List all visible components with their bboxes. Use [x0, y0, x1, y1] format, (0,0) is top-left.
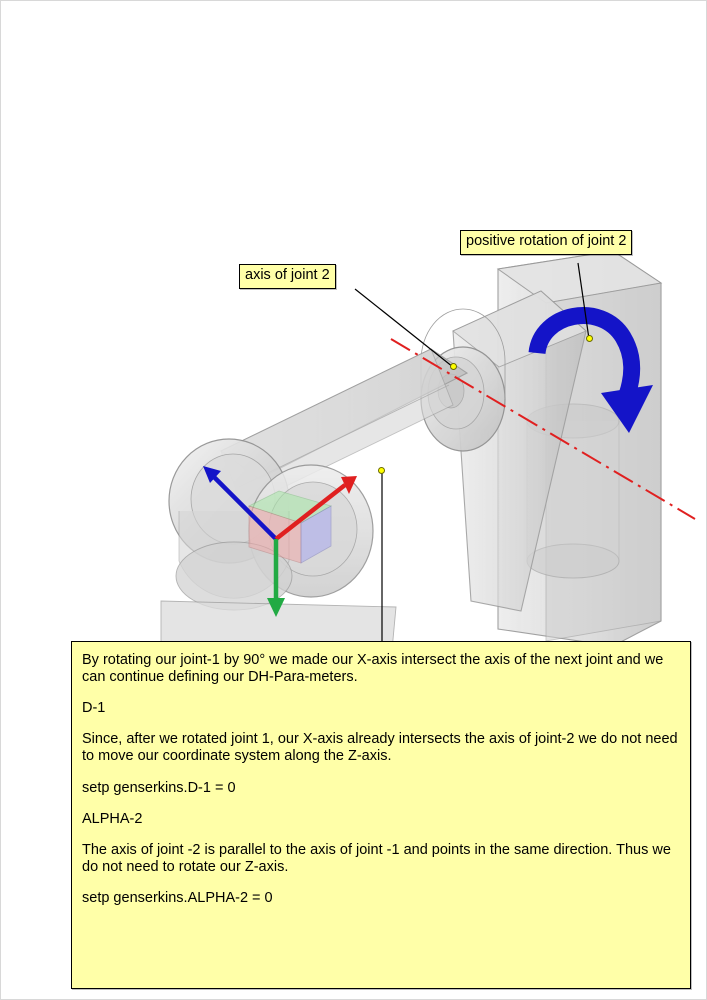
note-paragraph-d1: Since, after we rotated joint 1, our X-axis already intersects the axis of joint-2 we do not need to move our coordinate system along the Z-axis.: [82, 731, 678, 765]
explanation-note-box: [71, 641, 691, 989]
robot-illustration: [1, 1, 707, 701]
note-code-d1: setp genserkins.D-1 = 0: [82, 779, 236, 796]
note-paragraph-alpha2: The axis of joint -2 is parallel to the axis of joint -1 and points in the same direction. Thus we do not need to rotate our Z-axis.: [82, 841, 671, 875]
joint2-axis-marker-dot: [450, 363, 457, 370]
note-paragraph-intro: By rotating our joint-1 by 90° we made our X-axis intersect the axis of the next joint and we can continue defining our DH-Para-meters.: [82, 652, 664, 686]
note-code-alpha2: setp genserkins.ALPHA-2 = 0: [82, 889, 273, 906]
callout-positive-rotation-label: positive rotation of joint 2: [466, 233, 627, 249]
robot-arm-svg: [1, 1, 707, 701]
callout-axis-of-joint-2: [239, 264, 336, 289]
note-heading-alpha2: ALPHA-2: [82, 810, 143, 827]
rotation-arrow-marker-dot: [586, 335, 593, 342]
note-heading-d1: D-1: [82, 700, 106, 717]
callout-positive-rotation-of-joint-2: [460, 230, 632, 255]
frame-origin-marker-dot: [378, 467, 385, 474]
callout-axis-of-joint-2-label: axis of joint 2: [245, 267, 330, 283]
